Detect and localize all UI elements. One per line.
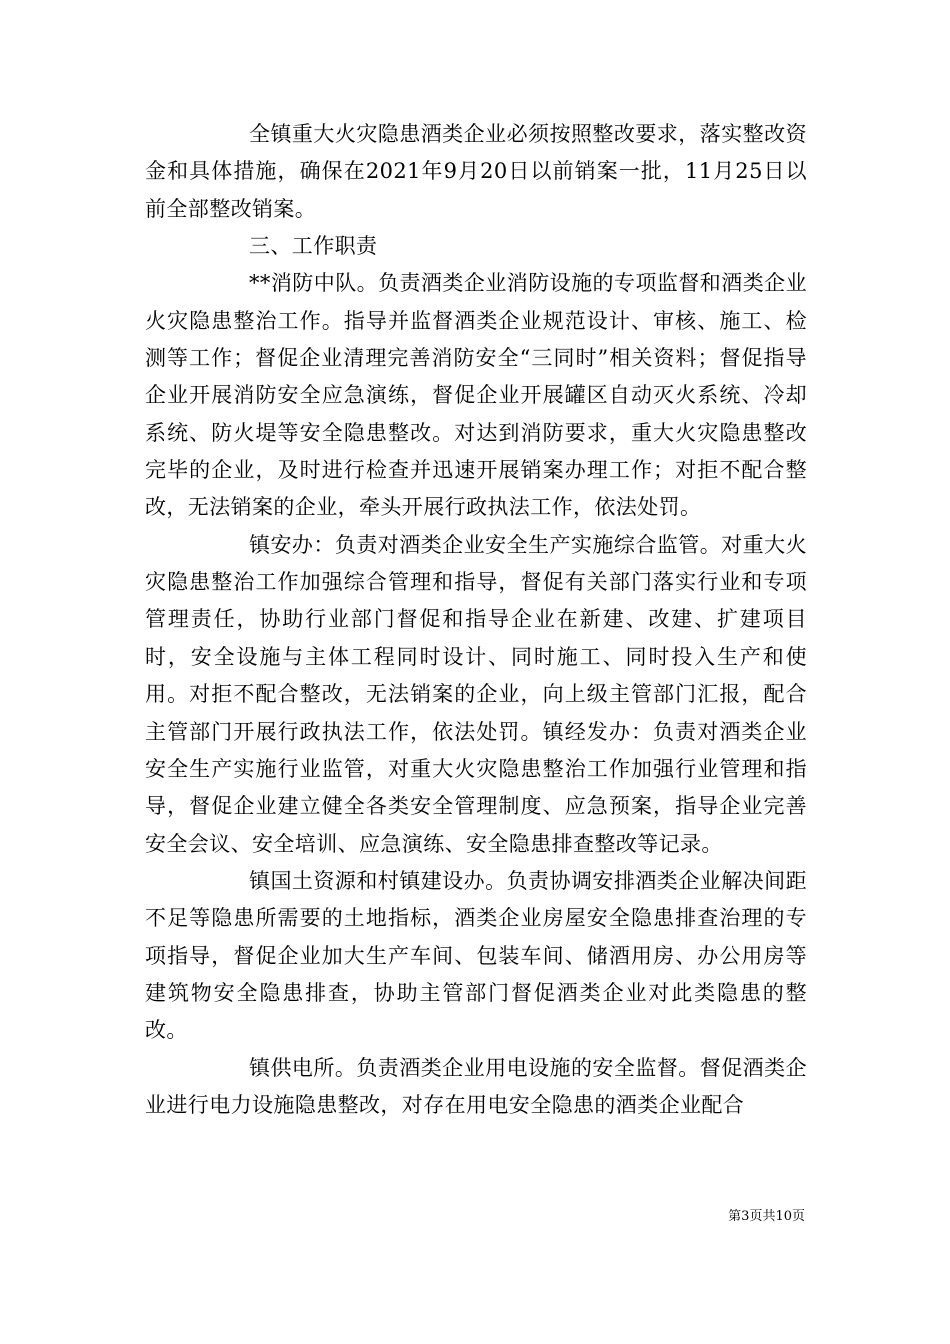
paragraph-power-supply-office: 镇供电所。负责酒类企业用电设施的安全监督。督促酒类企业进行电力设施隐患整改，对存在用电安全隐患的酒类企业配合 [145, 1055, 807, 1117]
paragraph-land-resources-office: 镇国土资源和村镇建设办。负责协调安排酒类企业解决间距不足等隐患所需要的土地指标，酒类企业房屋安全隐患排查治理的专项指导，督促企业加大生产车间、包装车间、储酒用房、办公用房等建筑物安全隐患排查，协助主管部门督促酒类企业对此类隐患的整改。 [145, 868, 807, 1043]
paragraph-fire-brigade: **消防中队。负责酒类企业消防设施的专项监督和酒类企业火灾隐患整治工作。指导并监督酒类企业规范设计、审核、施工、检测等工作；督促企业清理完善消防安全“三同时”相关资料；督促指导企业开展消防安全应急演练，督促企业开展罐区自动灭火系统、冷却系统、防火堤等安全隐患整改。对达到消防要求，重大火灾隐患整改完毕的企业，及时进行检查并迅速开展销案办理工作；对拒不配合整改，无法销案的企业，牵头开展行政执法工作，依法处罚。 [145, 271, 807, 520]
document-body [145, 116, 807, 1124]
page-footer-number: 第3页共10页 [728, 1209, 805, 1224]
paragraph-safety-office: 镇安办：负责对酒类企业安全生产实施综合监管。对重大火灾隐患整治工作加强综合管理和指导，督促有关部门落实行业和专项管理责任，协助行业部门督促和指导企业在新建、改建、扩建项目时，安全设施与主体工程同时设计、同时施工、同时投入生产和使用。对拒不配合整改，无法销案的企业，向上级主管部门汇报，配合主管部门开展行政执法工作，依法处罚。镇经发办：负责对酒类企业安全生产实施行业监管，对重大火灾隐患整治工作加强行业管理和指导，督促企业建立健全各类安全管理制度、应急预案，指导企业完善安全会议、安全培训、应急演练、安全隐患排查整改等记录。 [145, 532, 807, 856]
paragraph-deadline: 全镇重大火灾隐患酒类企业必须按照整改要求，落实整改资金和具体措施，确保在2021年9月20日以前销案一批，11月25日以前全部整改销案。 [145, 122, 807, 221]
section-heading-responsibilities: 三、工作职责 [249, 234, 378, 259]
